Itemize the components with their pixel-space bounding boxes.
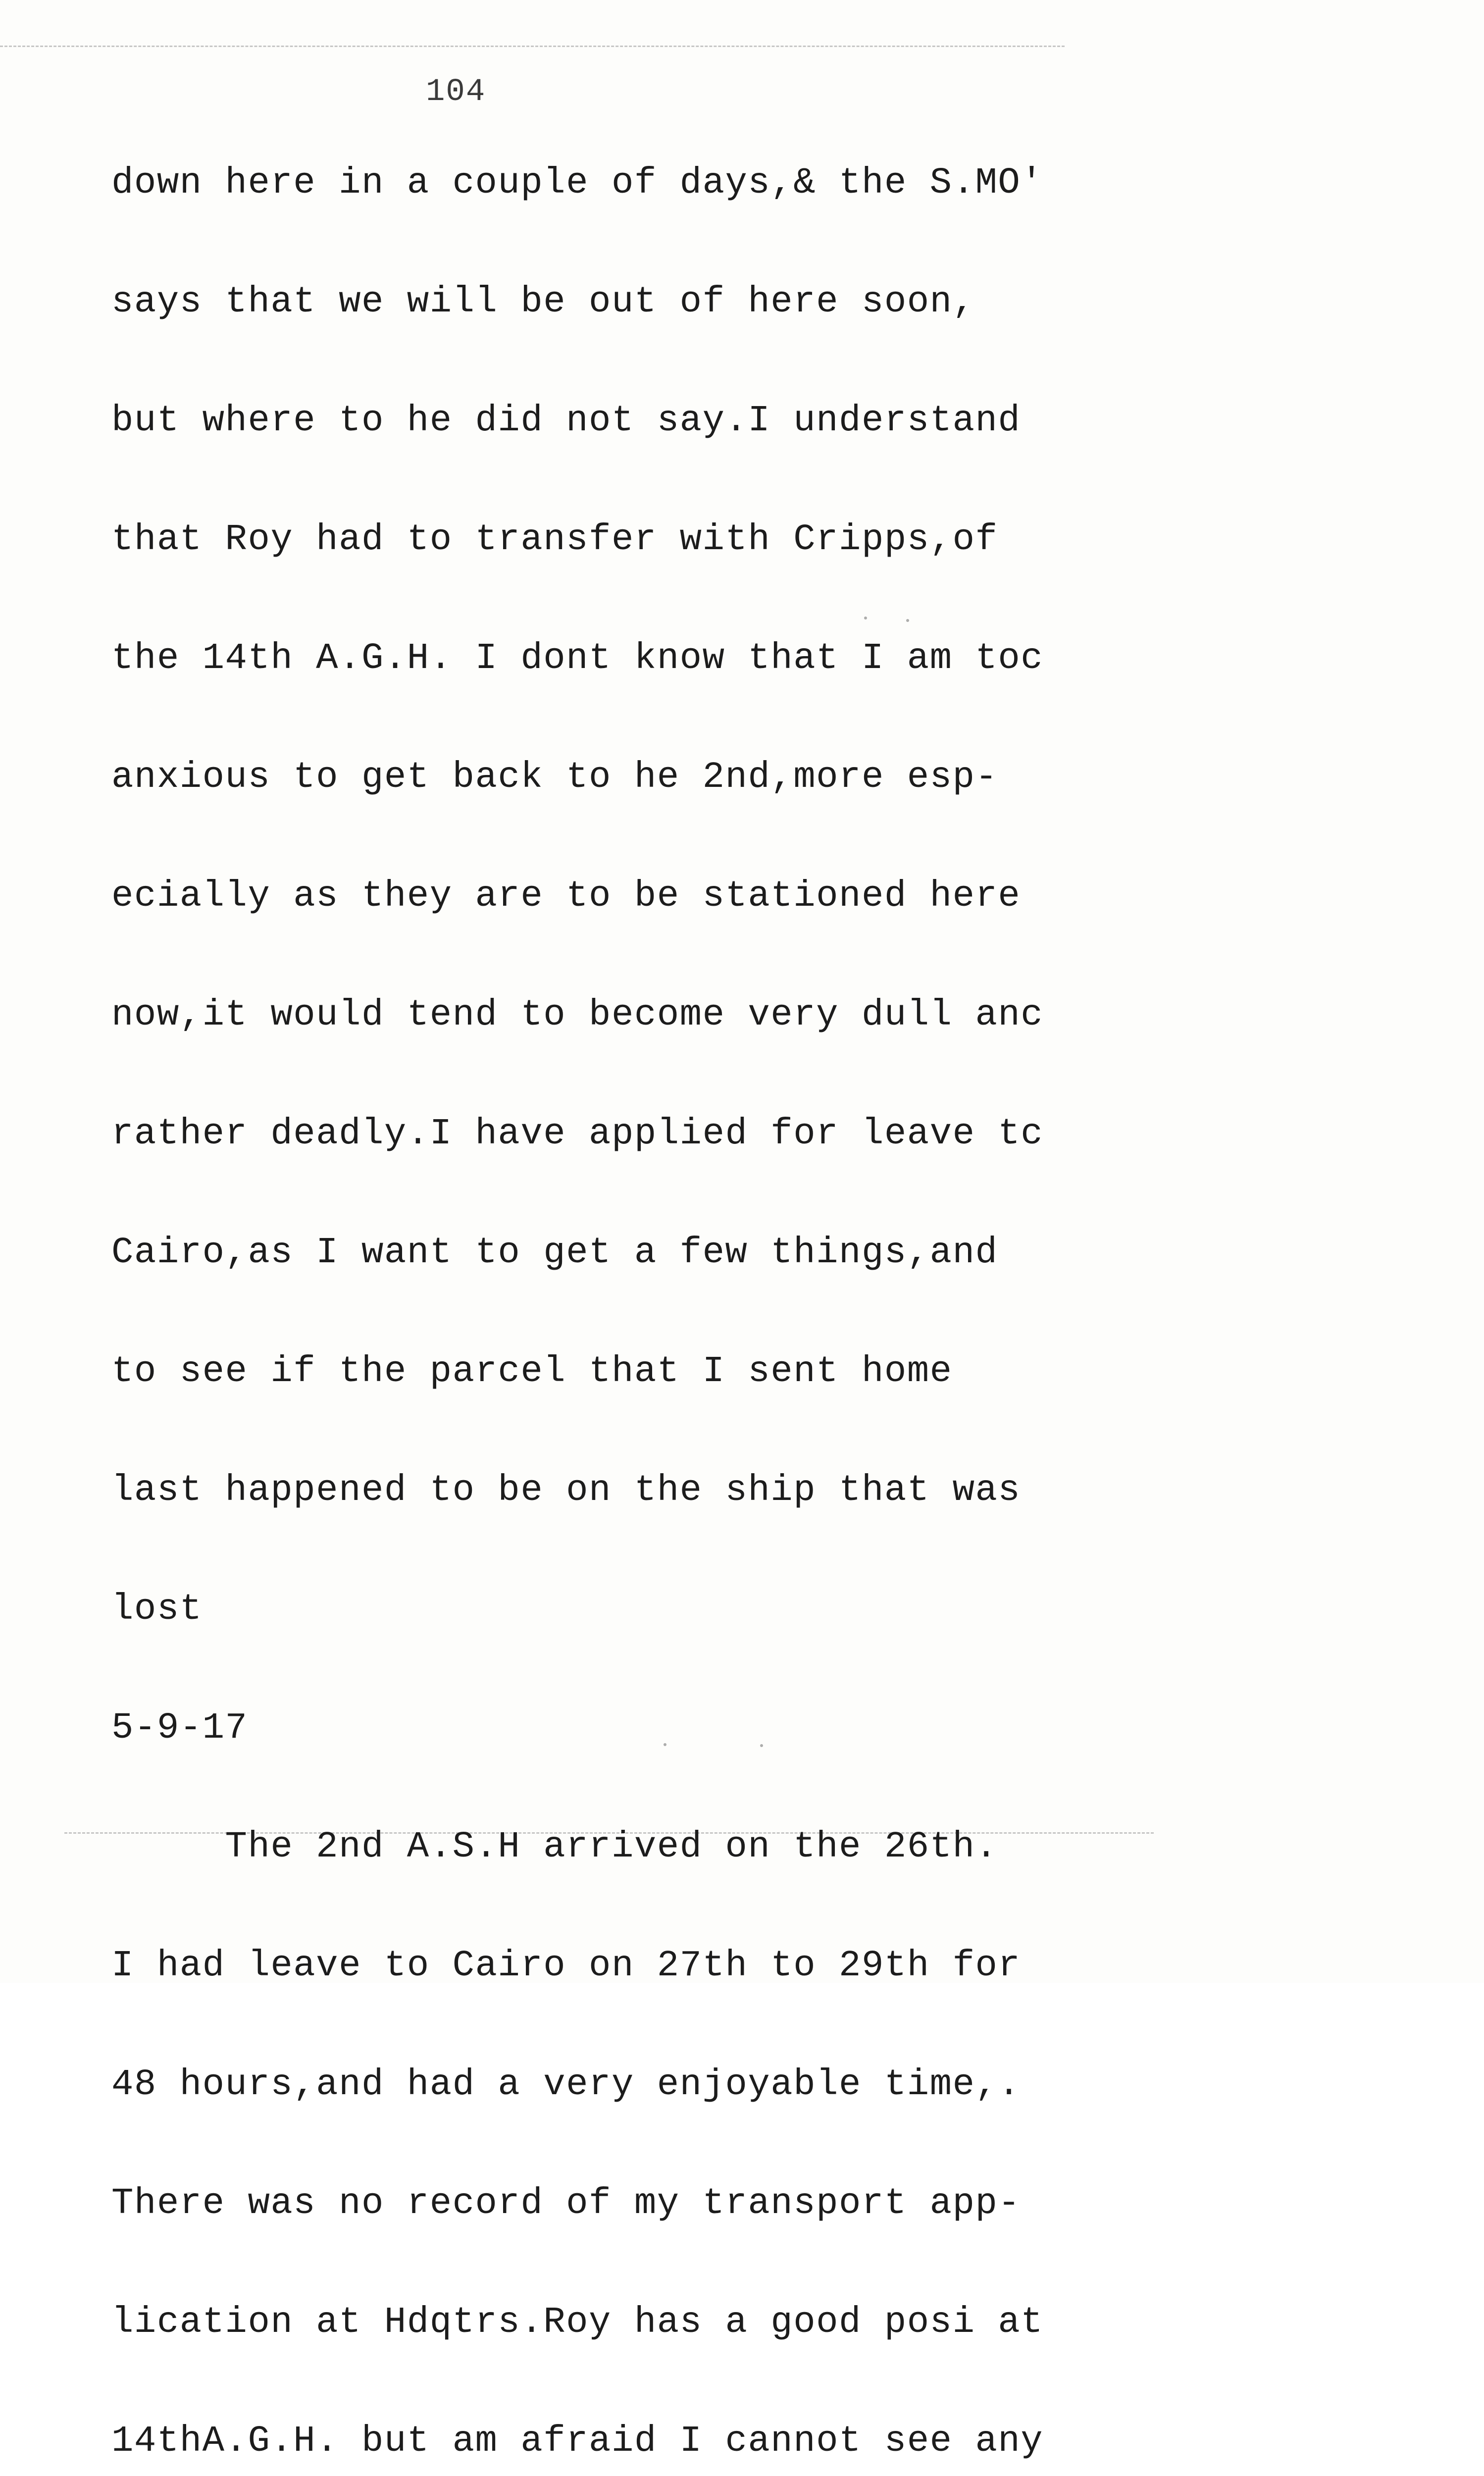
typed-text-body [111,84,1126,2476]
text-line: rather deadly.I have applied for leave tc [111,1113,1044,1155]
text-line: 14thA.G.H. but am afraid I cannot see any [111,2421,1044,2462]
text-line: now,it would tend to become very dull anc [111,994,1044,1036]
text-line: ecially as they are to be stationed here [111,876,1021,917]
text-line: 48 hours,and had a very enjoyable time,. [111,2064,1021,2106]
text-line: the 14th A.G.H. I dont know that I am toc [111,638,1044,679]
paper-speck [906,619,909,622]
text-line: but where to he did not say.I understand [111,400,1021,442]
page-number: 104 [426,74,486,110]
text-line: lost [111,1589,203,1630]
text-line: says that we will be out of here soon, [111,281,975,323]
entry-date: 5-9-17 [111,1707,248,1749]
paper-speck [664,1743,666,1746]
paper-speck [864,617,867,619]
text-line: to see if the parcel that I sent home [111,1351,953,1393]
text-line: down here in a couple of days,& the S.MO' [111,162,1044,204]
text-line: There was no record of my transport app- [111,2183,1021,2224]
text-line: that Roy had to transfer with Cripps,of [111,519,998,561]
paper-speck [760,1744,763,1747]
text-line: lication at Hdqtrs.Roy has a good posi at [111,2302,1044,2343]
text-line: The 2nd A.S.H arrived on the 26th. [111,1826,998,1868]
text-line: last happened to be on the ship that was [111,1470,1021,1511]
text-line: Cairo,as I want to get a few things,and [111,1232,998,1274]
text-line: anxious to get back to he 2nd,more esp- [111,757,998,798]
top-edge-mark [0,46,1065,47]
text-line: I had leave to Cairo on 27th to 29th for [111,1945,1021,1987]
